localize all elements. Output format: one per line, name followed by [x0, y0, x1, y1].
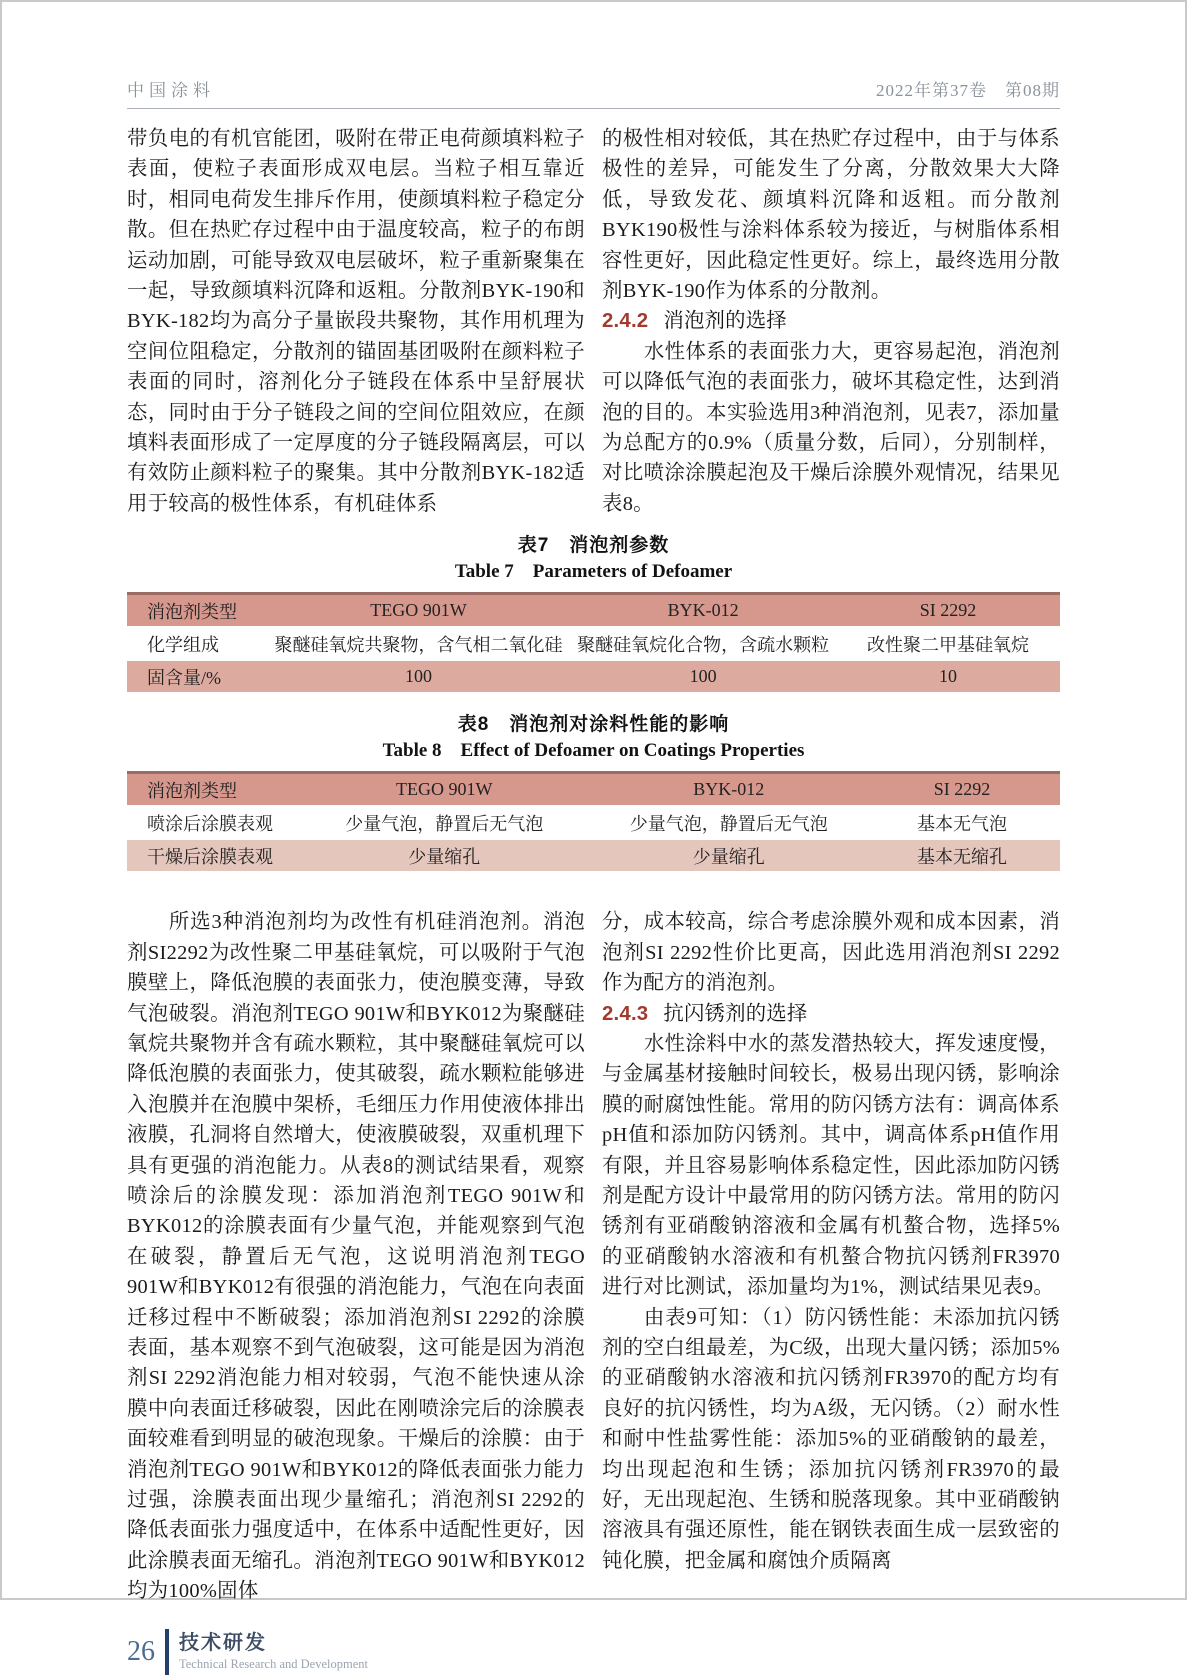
body-paragraph: 带负电的有机官能团，吸附在带正电荷颜填料粒子表面，使粒子表面形成双电层。当粒子相互靠近时，相同电荷发生排斥作用，使颜填料粒子稳定分散。但在热贮存过程中由于温度较高，粒子的布朗运动加剧，可能导致双电层破坏，粒子重新聚集在一起，导致颜填料沉降和返粗。分散剂BYK-190和BYK-182均为高分子量嵌段共聚物，其作用机理为空间位阻稳定，分散剂的锚固基团吸附在颜料粒子表面的同时，溶剂化分子链段在体系中呈舒展状态，同时由于分子链段之间的空间位阻效应，在颜填料表面形成了一定厚度的分子链段隔离层，可以有效防止颜料粒子的聚集。其中分散剂BYK-182适用于较高的极性体系，有机硅体系 [127, 128, 585, 515]
table-row [127, 773, 1060, 807]
page-number: 26 [127, 1635, 155, 1667]
section-heading-2-4-2 [602, 306, 1060, 336]
table-cell: 化学组成 [127, 627, 267, 660]
table-cell: SI 2292 [864, 773, 1060, 807]
table-row [127, 660, 1060, 693]
body-paragraph: 分，成本较高，综合考虑涂膜外观和成本因素，消泡剂SI 2292性价比更高，因此选用消泡剂SI 2292作为配方的消泡剂。 [602, 911, 1060, 995]
left-column-bottom [127, 907, 585, 1606]
table-cell: 少量缩孔 [295, 839, 594, 872]
table-cell: BYK-012 [570, 594, 836, 628]
table-cell: 聚醚硅氧烷化合物，含疏水颗粒 [570, 627, 836, 660]
body-paragraph: 水性体系的表面张力大，更容易起泡，消泡剂可以降低气泡的表面张力，破坏其稳定性，达到消泡的目的。本实验选用3种消泡剂，见表7，添加量为总配方的0.9%（质量分数，后同），分别制样，对比喷涂涂膜起泡及干燥后涂膜外观情况，结果见表8。 [602, 340, 1060, 515]
table-cell: SI 2292 [836, 594, 1060, 628]
section-number: 2.4.2 [602, 310, 649, 333]
table-cell: BYK-012 [593, 773, 864, 807]
bottom-text-section [127, 907, 1060, 1606]
body-paragraph: 水性涂料中水的蒸发潜热较大，挥发速度慢，与金属基材接触时间较长，极易出现闪锈，影响涂膜的耐腐蚀性能。常用的防闪锈方法有：调高体系pH值和添加防闪锈剂。其中，调高体系pH值作用有限，并且容易影响体系稳定性，因此添加防闪锈剂是配方设计中最常用的防闪锈方法。常用的防闪锈剂有亚硝酸钠溶液和金属有机螯合物，选择5%的亚硝酸钠水溶液和有机螯合物抗闪锈剂FR3970进行对比测试，添加量均为1%，测试结果见表9。 [602, 1032, 1060, 1299]
footer-section-zh: 技术研发 [179, 1632, 267, 1655]
table-cell: 消泡剂类型 [127, 773, 295, 807]
table-cell: TEGO 901W [267, 594, 570, 628]
page-header [127, 76, 1060, 109]
right-column-bottom [602, 907, 1060, 1606]
table-cell: 固含量/% [127, 660, 267, 693]
table-cell: 干燥后涂膜表观 [127, 839, 295, 872]
table7-caption-en: Table 7 Parameters of Defoamer [454, 561, 733, 583]
top-text-section [127, 124, 1060, 519]
table8-caption-zh: 表8 消泡剂对涂料性能的影响 [457, 714, 730, 736]
table-cell: 消泡剂类型 [127, 594, 267, 628]
journal-page [2, 76, 1185, 1675]
table-row [127, 594, 1060, 628]
table-cell: 10 [836, 660, 1060, 693]
table-cell: 少量气泡，静置后无气泡 [593, 806, 864, 839]
section-title: 消泡剂的选择 [663, 310, 787, 333]
table-row [127, 627, 1060, 660]
table-cell: 100 [570, 660, 836, 693]
table-cell: 改性聚二甲基硅氧烷 [836, 627, 1060, 660]
section-heading-2-4-3 [602, 999, 1060, 1029]
footer-divider-bar [165, 1629, 169, 1675]
table7 [127, 592, 1060, 694]
body-paragraph: 由表9可知：（1）防闪锈性能：未添加抗闪锈剂的空白组最差，为C级，出现大量闪锈；添加5%的亚硝酸钠水溶液和抗闪锈剂FR3970的配方均有良好的抗闪锈性，均为A级，无闪锈。（2）耐水性和耐中性盐雾性能：添加5%的亚硝酸钠的最差，均出现起泡和生锈；添加抗闪锈剂FR3970的最好，无出现起泡、生锈和脱落现象。其中亚硝酸钠溶液具有强还原性，能在钢铁表面生成一层致密的钝化膜，把金属和腐蚀介质隔离 [602, 1306, 1060, 1572]
footer-section-en: Technical Research and Development [179, 1657, 368, 1672]
table-cell: 少量缩孔 [593, 839, 864, 872]
table-cell: TEGO 901W [295, 773, 594, 807]
page-footer [127, 1629, 1060, 1675]
footer-section-labels [179, 1632, 368, 1671]
table8-block [127, 713, 1060, 873]
table-cell: 喷涂后涂膜表观 [127, 806, 295, 839]
section-number: 2.4.3 [602, 1002, 649, 1025]
section-title: 抗闪锈剂的选择 [663, 1002, 808, 1025]
table7-block [127, 534, 1060, 694]
table-row [127, 806, 1060, 839]
table-cell: 少量气泡，静置后无气泡 [295, 806, 594, 839]
body-paragraph: 所选3种消泡剂均为改性有机硅消泡剂。消泡剂SI2292为改性聚二甲基硅氧烷，可以吸附于气泡膜壁上，降低泡膜的表面张力，使泡膜变薄，导致气泡破裂。消泡剂TEGO 901W和BYK012为聚醚硅氧烷共聚物并含有疏水颗粒，其中聚醚硅氧烷可以降低泡膜的表面张力，使其破裂，疏水颗粒能够进入泡膜并在泡膜中架桥，毛细压力作用使液体排出液膜，孔洞将自然增大，使液膜破裂，双重机理下具有更强的消泡能力。从表8的测试结果看，观察喷涂后的涂膜发现：添加消泡剂TEGO 901W和BYK012的涂膜表面有少量气泡，并能观察到气泡在破裂，静置后无气泡，这说明消泡剂TEGO 901W和BYK012有很强的消泡能力，气泡在向表面迁移过程中不断破裂；添加消泡剂SI 2292的涂膜表面，基本观察不到气泡破裂，这可能是因为消泡剂SI 2292消泡能力相对较弱，气泡不能快速从涂膜中向表面迁移破裂，因此在刚喷涂完后的涂膜表面较难看到明显的破泡现象。干燥后的涂膜：由于消泡剂TEGO 901W和BYK012的降低表面张力能力过强，涂膜表面出现少量缩孔；消泡剂SI 2292的降低表面张力强度适中，在体系中适配性更好，因此涂膜表面无缩孔。消泡剂TEGO 901W和BYK012均为100%固体 [127, 911, 585, 1603]
table8 [127, 771, 1060, 873]
table-cell: 基本无气泡 [864, 806, 1060, 839]
journal-name: 中国涂料 [127, 81, 215, 100]
table-cell: 聚醚硅氧烷共聚物，含气相二氧化硅 [267, 627, 570, 660]
left-column-top [127, 124, 585, 519]
table-cell: 基本无缩孔 [864, 839, 1060, 872]
table7-caption-zh: 表7 消泡剂参数 [517, 535, 670, 557]
table8-caption-en: Table 8 Effect of Defoamer on Coatings Properties [382, 740, 805, 762]
table-cell: 100 [267, 660, 570, 693]
issue-info: 2022年第37卷 第08期 [876, 81, 1060, 100]
table-row [127, 839, 1060, 872]
right-column-top [602, 124, 1060, 519]
body-paragraph: 的极性相对较低，其在热贮存过程中，由于与体系极性的差异，可能发生了分离，分散效果大大降低，导致发花、颜填料沉降和返粗。而分散剂BYK190极性与涂料体系较为接近，与树脂体系相容性更好，因此稳定性更好。综上，最终选用分散剂BYK-190作为体系的分散剂。 [602, 128, 1060, 303]
